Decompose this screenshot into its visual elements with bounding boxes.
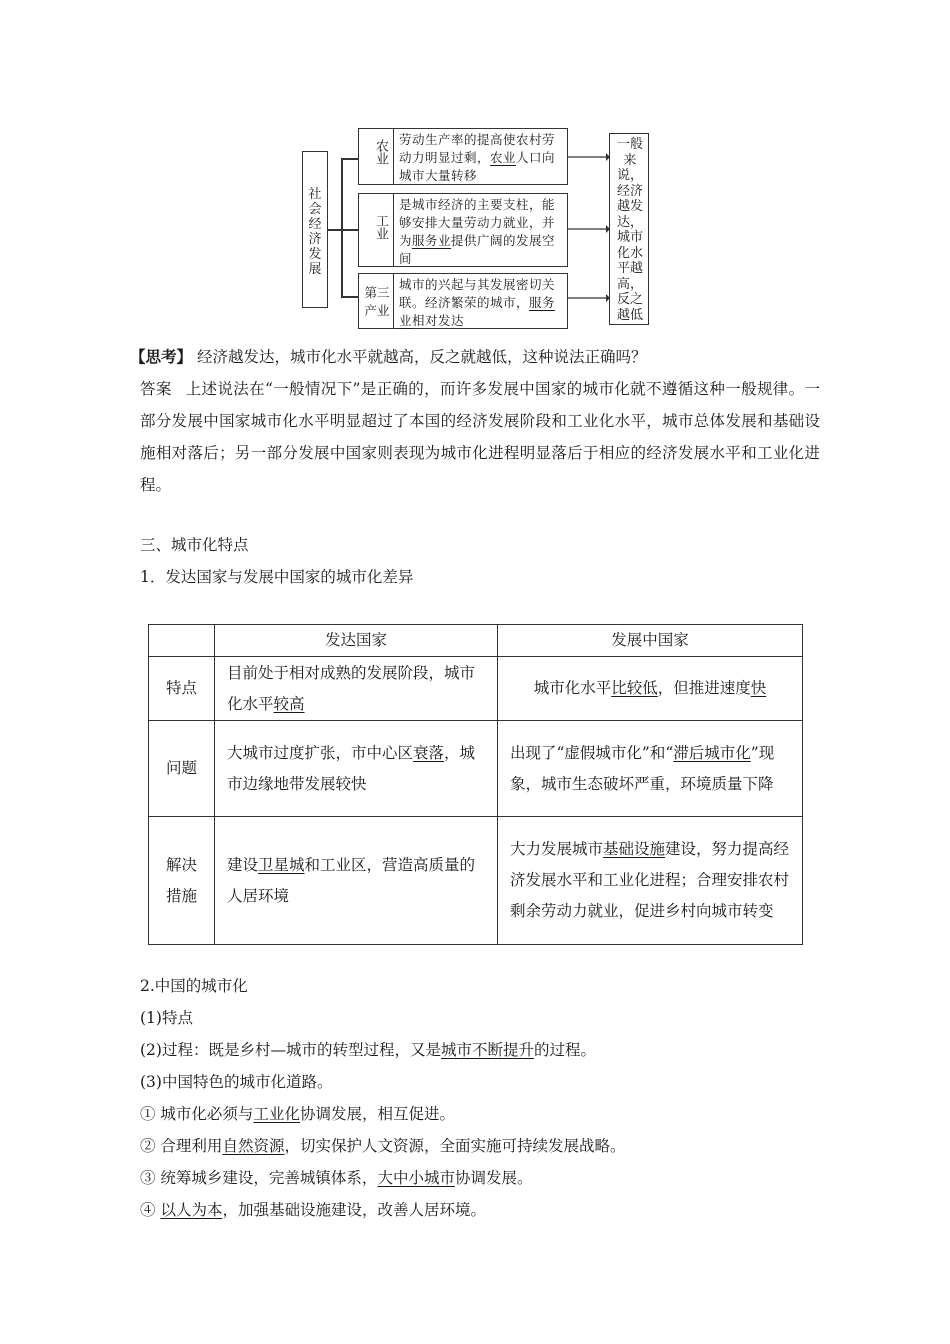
vertical-char: 社 (308, 187, 322, 202)
row-text: 城市的兴起与其发展密切关联。经济繁荣的城市，服务业相对发达 (399, 277, 556, 328)
table-cell: 大力发展城市基础设施建设，努力提高经济发展水平和工业化进程；合理安排农村剩余劳动力就业，促进乡村向城市转变 (498, 817, 803, 945)
vertical-char: 济 (308, 232, 322, 247)
table-cell: 目前处于相对成熟的发展阶段，城市化水平较高 (215, 657, 498, 721)
row-text: 是城市经济的主要支柱，能够安排大量劳动力就业，并为服务业提供广阔的发展空间 (399, 197, 556, 266)
diagram-conclusion-box (609, 133, 649, 325)
diagram-row-industry (358, 193, 568, 267)
table-header-cell: 发展中国家 (498, 625, 803, 657)
china-item-3: (3)中国特色的城市化道路。 (140, 1073, 333, 1091)
diagram-row-agriculture (358, 128, 568, 185)
table-cell: 城市化水平比较低，但推进速度快 (498, 657, 803, 721)
row-label: 第三产业 (364, 285, 390, 318)
diagram-conclusion: 一般来说，经济越发达，城市化水平越高，反之越低 (616, 137, 643, 323)
table-header-cell: 发达国家 (215, 625, 498, 657)
diagram-row-tertiary (358, 273, 568, 329)
table-header-cell (149, 625, 215, 657)
diagram-left-box (302, 151, 328, 308)
china-point-4: ④ 以人为本，加强基础设施建设，改善人居环境。 (140, 1201, 486, 1219)
china-item-1: (1)特点 (140, 1009, 193, 1027)
china-point-2: ② 合理利用自然资源，切实保护人文资源，全面实施可持续发展战略。 (140, 1137, 626, 1155)
diagram-arrows (568, 140, 610, 320)
row-label: 农业 (373, 139, 388, 165)
table-cell: 出现了“虚假城市化”和“滞后城市化”现象，城市生态破坏严重，环境质量下降 (498, 721, 803, 817)
vertical-char: 展 (308, 262, 322, 277)
table-cell: 建设卫星城和工业区，营造高质量的人居环境 (215, 817, 498, 945)
table-header-row (149, 625, 803, 657)
table-row (149, 817, 803, 945)
vertical-char: 经 (308, 217, 322, 232)
china-item-2: (2)过程：既是乡村—城市的转型过程，又是城市不断提升的过程。 (140, 1041, 596, 1059)
table-cell: 大城市过度扩张，市中心区衰落，城市边缘地带发展较快 (215, 721, 498, 817)
row-label: 特点 (149, 657, 215, 721)
think-answer: 答案 上述说法在“一般情况下”是正确的，而许多发展中国家的城市化就不遵循这种一般规律。一部分发展中国家城市化水平明显超过了本国的经济发展阶段和工业化水平，城市总体发展和基础设施相对落后；另一部分发展中国家则表现为城市化进程明显落后于相应的经济发展水平和工业化进程。 (140, 380, 820, 494)
china-point-1: ① 城市化必须与工业化协调发展，相互促进。 (140, 1105, 455, 1123)
subsection-heading: 1．发达国家与发展中国家的城市化差异 (140, 568, 414, 586)
row-text: 劳动生产率的提高使农村劳动力明显过剩，农业人口向城市大量转移 (399, 132, 556, 183)
table-row (149, 657, 803, 721)
section-heading: 三、城市化特点 (140, 536, 249, 554)
answer-label: 答案 (140, 380, 172, 398)
row-label: 工业 (373, 214, 388, 240)
think-question: 【思考】 经济越发达，城市化水平就越高，反之就越低，这种说法正确吗？ (130, 347, 647, 366)
row-label: 解决措施 (149, 817, 215, 945)
table-row (149, 721, 803, 817)
row-label: 问题 (149, 721, 215, 817)
vertical-char: 发 (308, 247, 322, 262)
china-point-3: ③ 统筹城乡建设，完善城镇体系，大中小城市协调发展。 (140, 1169, 533, 1187)
think-tag: 【思考】 (130, 347, 193, 366)
china-heading: 2.中国的城市化 (140, 977, 248, 995)
diagram-left-title (303, 187, 327, 277)
comparison-table (148, 624, 803, 945)
vertical-char: 会 (308, 202, 322, 217)
